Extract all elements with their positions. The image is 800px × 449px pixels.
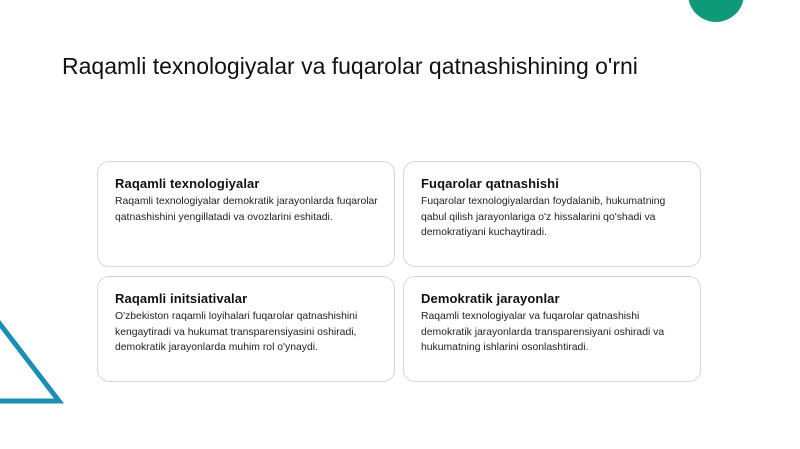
card-title: Demokratik jarayonlar [421, 291, 560, 306]
card-body: Raqamli texnologiyalar va fuqarolar qatnashishi demokratik jarayonlarda transparensiyani oshiradi va hukumatning ishlarini osonlashtiradi. [421, 311, 665, 353]
card-raqamli-initsiativalar [97, 276, 395, 382]
card-raqamli-texnologiyalar [97, 161, 395, 267]
card-body: Raqamli texnologiyalar demokratik jarayonlarda fuqarolar qatnashishini yengillatadi va ovozlarini eshitadi. [115, 196, 378, 223]
card-body: Fuqarolar texnologiyalardan foydalanib, hukumatning qabul qilish jarayonlariga o'z hissalarini qo'shadi va demokratiyani kuchaytiradi. [421, 196, 666, 238]
card-title: Fuqarolar qatnashishi [421, 176, 559, 191]
slide-title: Raqamli texnologiyalar va fuqarolar qatnashishining o'rni [62, 53, 638, 79]
decorative-circle [688, 0, 744, 22]
card-title: Raqamli texnologiyalar [115, 176, 260, 191]
decorative-triangle [0, 290, 70, 410]
card-fuqarolar-qatnashishi [403, 161, 701, 267]
card-body: O'zbekiston raqamli loyihalari fuqarolar qatnashishini kengaytiradi va hukumat transparensiyasini oshiradi, demokratik jarayonlarda muhim rol o'ynaydi. [115, 311, 358, 353]
card-demokratik-jarayonlar [403, 276, 701, 382]
card-title: Raqamli initsiativalar [115, 291, 248, 306]
